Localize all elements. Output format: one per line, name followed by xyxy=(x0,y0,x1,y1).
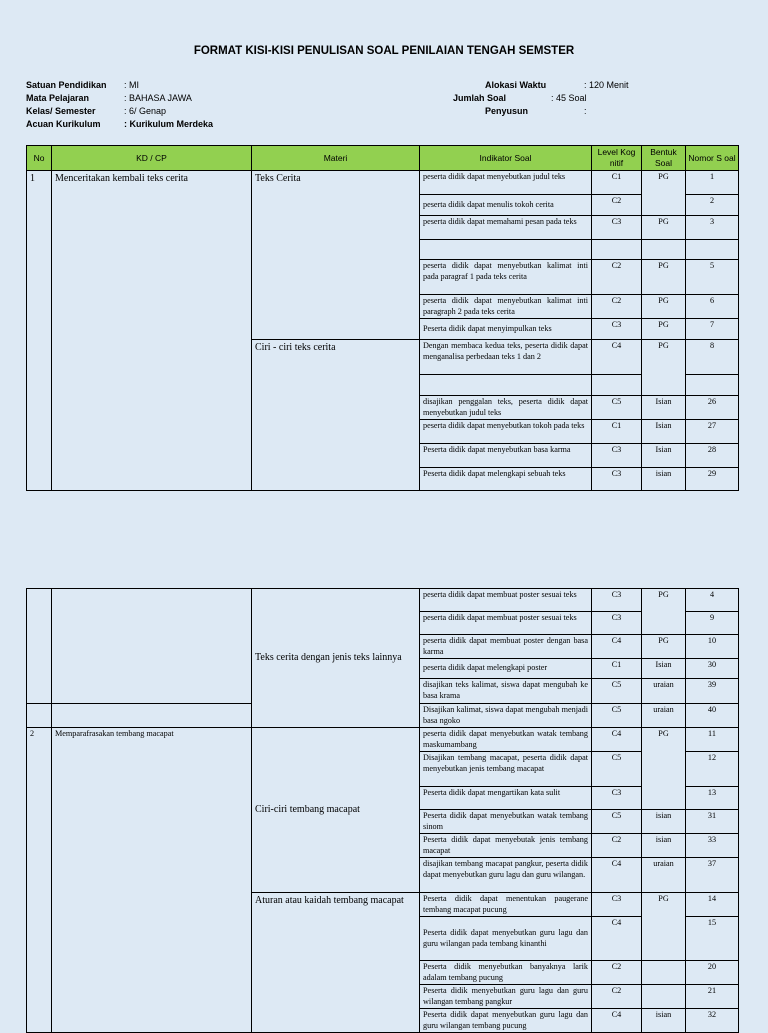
level-cell: C2 xyxy=(592,961,642,985)
kisi-kisi-table-1 xyxy=(26,145,739,491)
level-cell: C1 xyxy=(592,659,642,679)
header-kd: KD / CP xyxy=(52,146,252,171)
indikator-cell: Dengan membaca kedua teks, peserta didik dapat menganalisa perbedaan teks 1 dan 2 xyxy=(420,340,592,375)
nomor-cell: 9 xyxy=(686,612,739,635)
bentuk-cell xyxy=(642,240,686,260)
jumlah-value: : 45 Soal xyxy=(551,93,587,103)
row-number: 2 xyxy=(27,728,52,1033)
bentuk-cell: isian xyxy=(642,468,686,491)
kd-cell xyxy=(52,589,252,704)
nomor-cell: 27 xyxy=(686,420,739,444)
level-cell: C3 xyxy=(592,612,642,635)
penyusun-value: : xyxy=(584,106,587,116)
indikator-cell: peserta didik dapat menulis tokoh cerita xyxy=(420,195,592,216)
level-cell: C4 xyxy=(592,728,642,752)
document-title: FORMAT KISI-KISI PENULISAN SOAL PENILAIAN TENGAH SEMSTER xyxy=(193,45,575,57)
indikator-cell: peserta didik dapat membuat poster dengan basa karma xyxy=(420,635,592,659)
level-cell: C2 xyxy=(592,260,642,295)
level-cell: C3 xyxy=(592,216,642,240)
nomor-cell xyxy=(686,240,739,260)
nomor-cell: 30 xyxy=(686,659,739,679)
bentuk-cell xyxy=(642,985,686,1009)
bentuk-cell: PG xyxy=(642,635,686,659)
nomor-cell: 14 xyxy=(686,893,739,917)
row-number xyxy=(27,704,52,728)
level-cell: C3 xyxy=(592,893,642,917)
level-cell: C4 xyxy=(592,1009,642,1033)
materi-cell: Aturan atau kaidah tembang macapat xyxy=(252,893,420,1033)
kd-cell: Memparafrasakan tembang macapat xyxy=(52,728,252,1033)
mapel-label: Mata Pelajaran xyxy=(26,93,90,103)
level-cell: C3 xyxy=(592,589,642,612)
level-cell xyxy=(592,375,642,396)
satuan-label: Satuan Pendidikan xyxy=(26,80,107,90)
bentuk-cell: PG xyxy=(642,589,686,635)
table-row xyxy=(27,728,739,752)
nomor-cell: 40 xyxy=(686,704,739,728)
indikator-cell: Peserta didik dapat menyebutkan guru lagu dan guru wilangan pada tembang kinanthi xyxy=(420,917,592,961)
nomor-cell: 11 xyxy=(686,728,739,752)
level-cell: C3 xyxy=(592,319,642,340)
header-level: Level Kog nitif xyxy=(592,146,642,171)
level-cell: C2 xyxy=(592,195,642,216)
indikator-cell: peserta didik dapat membuat poster sesuai teks xyxy=(420,612,592,635)
mapel-value: : BAHASA JAWA xyxy=(124,93,192,103)
bentuk-cell xyxy=(642,961,686,985)
indikator-cell: Peserta didik menyebutkan guru lagu dan guru wilangan tembang pangkur xyxy=(420,985,592,1009)
bentuk-cell: uraian xyxy=(642,704,686,728)
level-cell: C5 xyxy=(592,810,642,834)
indikator-cell: Peserta didik menyebutkan banyaknya larik adalam tembang pucung xyxy=(420,961,592,985)
kisi-kisi-table-2 xyxy=(26,588,739,1033)
indikator-cell: Peserta didik dapat menyebutkan watak tembang sinom xyxy=(420,810,592,834)
indikator-cell: Peserta didik dapat menyebutkan guru lagu dan guru wilangan tembang pucung xyxy=(420,1009,592,1033)
bentuk-cell: uraian xyxy=(642,858,686,893)
bentuk-cell: PG xyxy=(642,319,686,340)
nomor-cell: 7 xyxy=(686,319,739,340)
nomor-cell: 31 xyxy=(686,810,739,834)
indikator-cell: Peserta didik dapat menentukan paugerane tembang macapat pucung xyxy=(420,893,592,917)
materi-cell: Teks cerita dengan jenis teks lainnya xyxy=(252,589,420,728)
acuan-value: : Kurikulum Merdeka xyxy=(124,119,214,129)
indikator-cell: peserta didik dapat menyebutkan judul teks xyxy=(420,171,592,195)
level-cell: C4 xyxy=(592,858,642,893)
indikator-cell: peserta didik dapat menyebutkan kalimat inti paragraph 2 pada teks cerita xyxy=(420,295,592,319)
bentuk-cell: isian xyxy=(642,1009,686,1033)
nomor-cell: 13 xyxy=(686,787,739,810)
indikator-cell: disajikan tembang macapat pangkur, peserta didik dapat menyebutkan guru lagu dan guru wilangan. xyxy=(420,858,592,893)
nomor-cell xyxy=(686,375,739,396)
indikator-cell: peserta didik dapat menyebutkan kalimat inti pada paragraf 1 pada teks cerita xyxy=(420,260,592,295)
bentuk-cell: Isian xyxy=(642,396,686,420)
indikator-cell: disajikan teks kalimat, siswa dapat mengubah ke basa krama xyxy=(420,679,592,704)
bentuk-cell: Isian xyxy=(642,444,686,468)
header-bentuk: Bentuk Soal xyxy=(642,146,686,171)
penyusun-label: Penyusun xyxy=(485,106,529,116)
bentuk-cell: PG xyxy=(642,171,686,216)
table-header-row xyxy=(27,146,739,171)
bentuk-cell: PG xyxy=(642,340,686,396)
acuan-label: Acuan Kurikulum xyxy=(26,119,101,129)
level-cell: C3 xyxy=(592,444,642,468)
kd-cell: Menceritakan kembali teks cerita xyxy=(52,171,252,491)
materi-cell: Teks Cerita xyxy=(252,171,420,340)
nomor-cell: 21 xyxy=(686,985,739,1009)
indikator-cell: Peserta didik dapat menyebutkan basa karma xyxy=(420,444,592,468)
nomor-cell: 6 xyxy=(686,295,739,319)
nomor-cell: 20 xyxy=(686,961,739,985)
level-cell: C2 xyxy=(592,295,642,319)
level-cell: C1 xyxy=(592,171,642,195)
level-cell: C3 xyxy=(592,787,642,810)
nomor-cell: 4 xyxy=(686,589,739,612)
nomor-cell: 2 xyxy=(686,195,739,216)
indikator-cell xyxy=(420,375,592,396)
level-cell: C4 xyxy=(592,635,642,659)
indikator-cell: Disajikan tembang macapat, peserta didik dapat menyebutkan jenis tembang macapat xyxy=(420,752,592,787)
indikator-cell: peserta didik dapat menyebutkan watak tembang maskumambang xyxy=(420,728,592,752)
kd-cell xyxy=(52,704,252,728)
level-cell: C2 xyxy=(592,985,642,1009)
level-cell: C5 xyxy=(592,752,642,787)
level-cell: C1 xyxy=(592,420,642,444)
bentuk-cell: PG xyxy=(642,728,686,810)
bentuk-cell: uraian xyxy=(642,679,686,704)
bentuk-cell: isian xyxy=(642,834,686,858)
level-cell: C5 xyxy=(592,679,642,704)
nomor-cell: 12 xyxy=(686,752,739,787)
level-cell: C3 xyxy=(592,468,642,491)
jumlah-label: Jumlah Soal xyxy=(453,93,507,103)
indikator-cell: peserta didik dapat membuat poster sesuai teks xyxy=(420,589,592,612)
bentuk-cell: isian xyxy=(642,810,686,834)
indikator-cell: Disajikan kalimat, siswa dapat mengubah menjadi basa ngoko xyxy=(420,704,592,728)
satuan-value: : MI xyxy=(124,80,139,90)
indikator-cell xyxy=(420,240,592,260)
nomor-cell: 39 xyxy=(686,679,739,704)
nomor-cell: 26 xyxy=(686,396,739,420)
level-cell xyxy=(592,240,642,260)
nomor-cell: 32 xyxy=(686,1009,739,1033)
row-number xyxy=(27,589,52,704)
level-cell: C5 xyxy=(592,704,642,728)
indikator-cell: disajikan penggalan teks, peserta didik dapat menyebutkan judul teks xyxy=(420,396,592,420)
indikator-cell: Peserta didik dapat menyebutak jenis tembang macapat xyxy=(420,834,592,858)
nomor-cell: 15 xyxy=(686,917,739,961)
level-cell: C4 xyxy=(592,340,642,375)
bentuk-cell: PG xyxy=(642,260,686,295)
alokasi-label: Alokasi Waktu xyxy=(485,80,547,90)
materi-cell: Ciri - ciri teks cerita xyxy=(252,340,420,491)
indikator-cell: peserta didik dapat memahami pesan pada teks xyxy=(420,216,592,240)
kelas-value: : 6/ Genap xyxy=(124,106,167,116)
alokasi-value: : 120 Menit xyxy=(584,80,629,90)
header-nomor: Nomor S oal xyxy=(686,146,739,171)
level-cell: C4 xyxy=(592,917,642,961)
indikator-cell: peserta didik dapat menyebutkan tokoh pada teks xyxy=(420,420,592,444)
bentuk-cell: PG xyxy=(642,295,686,319)
indikator-cell: Peserta didik dapat mengartikan kata sulit xyxy=(420,787,592,810)
table-row xyxy=(27,171,739,195)
nomor-cell: 28 xyxy=(686,444,739,468)
header-materi: Materi xyxy=(252,146,420,171)
indikator-cell: Peserta didik dapat menyimpulkan teks xyxy=(420,319,592,340)
nomor-cell: 3 xyxy=(686,216,739,240)
nomor-cell: 5 xyxy=(686,260,739,295)
bentuk-cell: PG xyxy=(642,893,686,961)
nomor-cell: 8 xyxy=(686,340,739,375)
indikator-cell: peserta didik dapat melengkapi poster xyxy=(420,659,592,679)
bentuk-cell: Isian xyxy=(642,659,686,679)
kelas-label: Kelas/ Semester xyxy=(26,106,96,116)
level-cell: C5 xyxy=(592,396,642,420)
bentuk-cell: Isian xyxy=(642,420,686,444)
header-no: No xyxy=(27,146,52,171)
bentuk-cell: PG xyxy=(642,216,686,240)
header-indikator: Indikator Soal xyxy=(420,146,592,171)
nomor-cell: 10 xyxy=(686,635,739,659)
nomor-cell: 37 xyxy=(686,858,739,893)
nomor-cell: 29 xyxy=(686,468,739,491)
row-number: 1 xyxy=(27,171,52,491)
materi-cell: Ciri-ciri tembang macapat xyxy=(252,728,420,893)
table-row xyxy=(27,589,739,612)
nomor-cell: 1 xyxy=(686,171,739,195)
indikator-cell: Peserta didik dapat melengkapi sebuah teks xyxy=(420,468,592,491)
level-cell: C2 xyxy=(592,834,642,858)
nomor-cell: 33 xyxy=(686,834,739,858)
